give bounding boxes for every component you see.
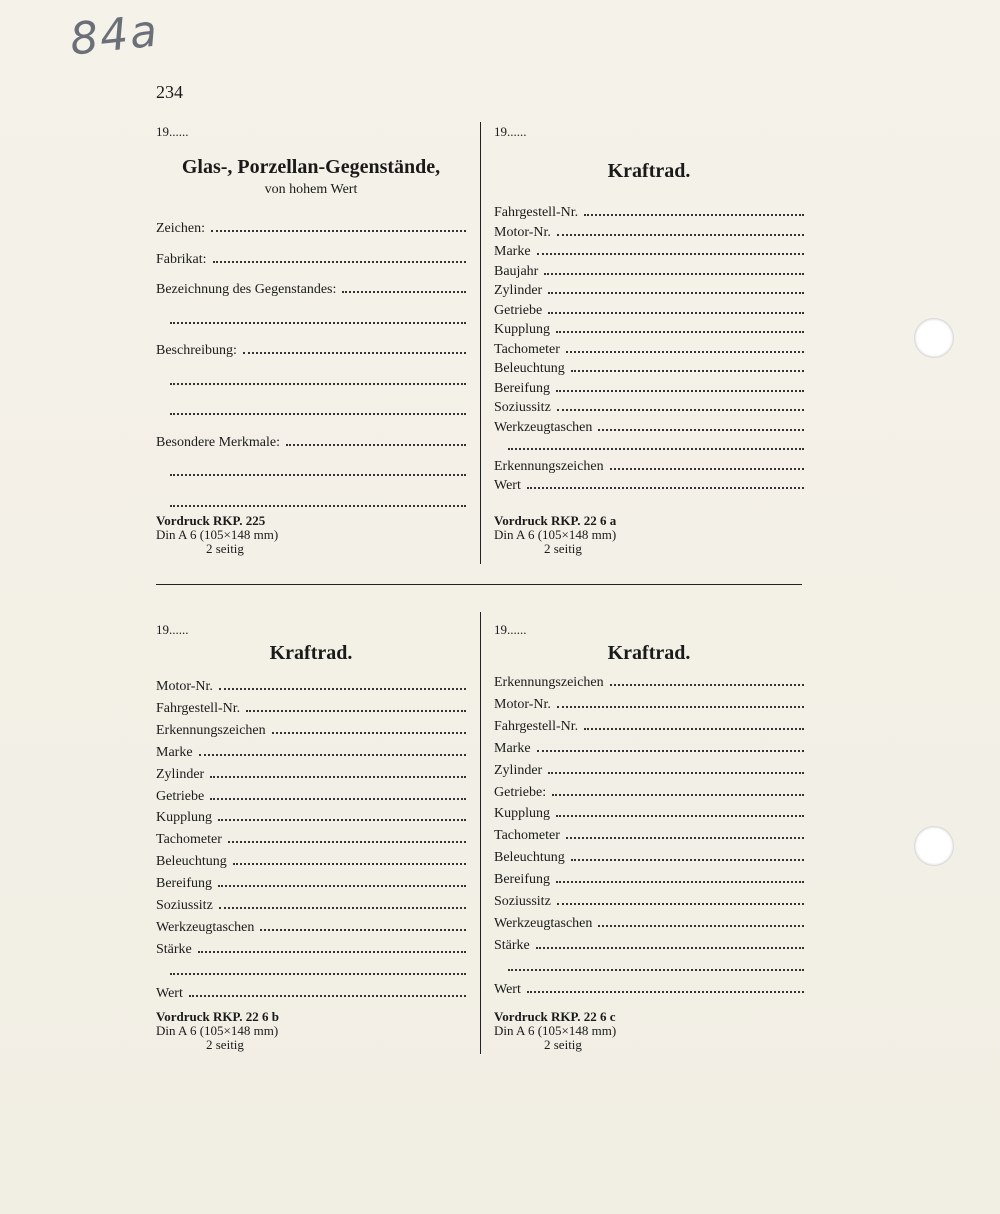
- field-continuation: [494, 957, 804, 975]
- field-soziussitz: [156, 895, 466, 913]
- year-line: 19......: [494, 622, 527, 637]
- field-label: Baujahr: [494, 263, 539, 279]
- field-label: Marke: [156, 744, 193, 760]
- field-werkzeugtaschen: [156, 917, 466, 935]
- punch-hole-bottom: [914, 826, 954, 866]
- field-zeichen: [156, 218, 466, 236]
- field-motor-nr: [156, 676, 466, 694]
- field-getriebe: [156, 786, 466, 804]
- dotted-fill-line: [218, 807, 466, 821]
- field-label: Werkzeugtaschen: [494, 419, 593, 435]
- card-title: Kraftrad.: [269, 642, 353, 664]
- card-footer: [494, 1010, 616, 1052]
- form-card-glass: [156, 124, 466, 564]
- field-getriebe: [494, 300, 804, 318]
- field-label: Fahrgestell-Nr.: [494, 718, 579, 734]
- dotted-fill-line: [571, 358, 804, 372]
- field-marke: [494, 241, 804, 259]
- dotted-fill-line: [170, 310, 466, 324]
- divider-horizontal: [156, 584, 802, 585]
- field-label: Beleuchtung: [156, 854, 227, 870]
- field-wert: [156, 983, 466, 1001]
- field-motor-nr: [494, 222, 804, 240]
- dotted-fill-line: [170, 371, 466, 385]
- dotted-fill-line: [537, 241, 804, 255]
- field-besondere-merkmale: [156, 432, 466, 450]
- card-footer: [156, 514, 278, 556]
- handwritten-annotation: 84a: [67, 5, 162, 66]
- field-staerke: [494, 935, 804, 953]
- field-label: Getriebe: [156, 788, 205, 804]
- form-card-motorcycle-c: [494, 622, 804, 1062]
- dotted-fill-line: [598, 913, 804, 927]
- field-beleuchtung: [494, 847, 804, 865]
- dotted-fill-line: [548, 280, 804, 294]
- dotted-fill-line: [548, 300, 804, 314]
- field-wert: [494, 979, 804, 997]
- field-wert: [494, 475, 804, 493]
- dotted-fill-line: [170, 493, 466, 507]
- field-bereifung: [494, 869, 804, 887]
- field-label: Stärke: [156, 941, 192, 957]
- dotted-fill-line: [557, 397, 804, 411]
- field-fahrgestell-nr: [494, 202, 804, 220]
- punch-hole-top: [914, 318, 954, 358]
- field-werkzeugtaschen: [494, 417, 804, 435]
- dotted-fill-line: [219, 676, 466, 690]
- dotted-fill-line: [557, 694, 804, 708]
- dotted-fill-line: [198, 939, 466, 953]
- dotted-fill-line: [552, 782, 804, 796]
- field-getriebe: [494, 782, 804, 800]
- field-kupplung: [494, 803, 804, 821]
- field-label: Soziussitz: [494, 894, 551, 909]
- dotted-fill-line: [556, 803, 804, 817]
- field-label: Marke: [494, 244, 531, 259]
- dotted-fill-line: [557, 222, 804, 236]
- field-continuation: [156, 371, 466, 389]
- field-zylinder: [494, 760, 804, 778]
- field-erkennungszeichen: [156, 720, 466, 738]
- field-label: Getriebe: [494, 302, 543, 318]
- form-card-motorcycle-a: [494, 124, 804, 564]
- field-soziussitz: [494, 891, 804, 909]
- form-sides: 2 seitig: [544, 541, 582, 556]
- dotted-fill-line: [544, 261, 804, 275]
- field-label: Stärke: [494, 937, 530, 953]
- field-zylinder: [494, 280, 804, 298]
- field-continuation: [156, 462, 466, 480]
- field-continuation: [156, 401, 466, 419]
- form-number: Vordruck RKP. 22 6 c: [494, 1009, 616, 1024]
- field-bereifung: [494, 378, 804, 396]
- dotted-fill-line: [170, 401, 466, 415]
- field-soziussitz: [494, 397, 804, 415]
- field-beleuchtung: [494, 358, 804, 376]
- field-label: Motor-Nr.: [156, 679, 213, 694]
- field-label: Kupplung: [156, 810, 212, 826]
- dotted-fill-line: [536, 935, 804, 949]
- dotted-fill-line: [342, 279, 466, 293]
- field-continuation: [156, 310, 466, 328]
- dotted-fill-line: [219, 895, 466, 909]
- field-fabrikat: [156, 249, 466, 267]
- field-label: Soziussitz: [156, 898, 213, 913]
- field-label: Erkennungszeichen: [156, 722, 266, 738]
- field-label: Motor-Nr.: [494, 696, 551, 712]
- field-label: Marke: [494, 740, 531, 756]
- card-footer: [494, 514, 616, 556]
- field-continuation: [156, 493, 466, 511]
- field-label: Tachometer: [494, 341, 560, 357]
- dotted-fill-line: [610, 456, 804, 470]
- field-label: Bereifung: [494, 380, 550, 396]
- form-size: Din A 6 (105×148 mm): [156, 527, 279, 542]
- year-line: 19......: [156, 124, 189, 139]
- field-marke: [494, 738, 804, 756]
- field-label: Tachometer: [156, 832, 222, 848]
- dotted-fill-line: [170, 961, 466, 975]
- dotted-fill-line: [272, 720, 466, 734]
- field-label: Beleuchtung: [494, 361, 565, 376]
- field-label: Kupplung: [494, 322, 550, 337]
- field-label: Zylinder: [156, 766, 205, 782]
- card-title: Glas-, Porzellan-Gegenstände,: [181, 156, 441, 178]
- dotted-fill-line: [189, 983, 466, 997]
- dotted-fill-line: [246, 698, 466, 712]
- field-label: Fahrgestell-Nr.: [156, 700, 241, 716]
- field-label: Soziussitz: [494, 400, 551, 415]
- field-label: Getriebe:: [494, 784, 547, 800]
- card-subtitle: von hohem Wert: [264, 182, 358, 197]
- dotted-fill-line: [556, 378, 804, 392]
- field-label: Werkzeugtaschen: [494, 915, 593, 931]
- field-label: Tachometer: [494, 828, 560, 844]
- card-footer: [156, 1010, 279, 1052]
- dotted-fill-line: [566, 339, 804, 353]
- field-werkzeugtaschen: [494, 913, 804, 931]
- dotted-fill-line: [556, 319, 804, 333]
- field-label: Besondere Merkmale:: [156, 434, 281, 450]
- field-label: Bezeichnung des Gegenstandes:: [156, 282, 337, 297]
- field-label: Bereifung: [156, 876, 212, 892]
- field-kupplung: [494, 319, 804, 337]
- dotted-fill-line: [584, 202, 804, 216]
- form-number: Vordruck RKP. 225: [156, 513, 266, 528]
- dotted-fill-line: [260, 917, 466, 931]
- field-erkennungszeichen: [494, 672, 804, 690]
- dotted-fill-line: [233, 851, 466, 865]
- dotted-fill-line: [527, 979, 804, 993]
- field-label: Wert: [156, 985, 183, 1001]
- dotted-fill-line: [598, 417, 804, 431]
- dotted-fill-line: [286, 432, 466, 446]
- form-size: Din A 6 (105×148 mm): [494, 527, 617, 542]
- field-kupplung: [156, 807, 466, 825]
- dotted-fill-line: [556, 869, 804, 883]
- dotted-fill-line: [584, 716, 804, 730]
- dotted-fill-line: [213, 249, 466, 263]
- dotted-fill-line: [537, 738, 804, 752]
- field-beschreibung: [156, 340, 466, 358]
- field-fahrgestell-nr: [494, 716, 804, 734]
- field-label: Motor-Nr.: [494, 224, 551, 240]
- year-line: 19......: [494, 124, 527, 139]
- field-label: Beleuchtung: [494, 850, 565, 866]
- field-marke: [156, 742, 466, 760]
- card-title: Kraftrad.: [607, 642, 691, 664]
- field-label: Fahrgestell-Nr.: [494, 205, 579, 220]
- field-label: Werkzeugtaschen: [156, 919, 255, 935]
- card-title: Kraftrad.: [607, 160, 691, 182]
- field-zylinder: [156, 764, 466, 782]
- field-tachometer: [156, 829, 466, 847]
- dotted-fill-line: [566, 825, 804, 839]
- field-erkennungszeichen: [494, 456, 804, 474]
- field-tachometer: [494, 825, 804, 843]
- divider-vertical-bottom: [480, 612, 481, 1054]
- field-label: Wert: [494, 981, 521, 997]
- dotted-fill-line: [210, 764, 466, 778]
- form-size: Din A 6 (105×148 mm): [156, 1023, 279, 1038]
- field-label: Fabrikat:: [156, 251, 207, 267]
- form-card-motorcycle-b: [156, 622, 466, 1062]
- field-label: Zylinder: [494, 762, 543, 778]
- dotted-fill-line: [548, 760, 804, 774]
- field-label: Erkennungszeichen: [494, 458, 604, 474]
- form-sides: 2 seitig: [206, 1037, 244, 1052]
- field-continuation: [156, 961, 466, 979]
- dotted-fill-line: [199, 742, 466, 756]
- field-label: Kupplung: [494, 806, 550, 822]
- form-size: Din A 6 (105×148 mm): [494, 1023, 617, 1038]
- dotted-fill-line: [243, 340, 466, 354]
- field-label: Zeichen:: [156, 221, 205, 236]
- dotted-fill-line: [527, 475, 804, 489]
- page-number: 234: [156, 82, 183, 102]
- field-label: Zylinder: [494, 283, 543, 298]
- field-baujahr: [494, 261, 804, 279]
- field-label: Wert: [494, 478, 521, 493]
- dotted-fill-line: [571, 847, 804, 861]
- form-sides: 2 seitig: [544, 1037, 582, 1052]
- dotted-fill-line: [228, 829, 466, 843]
- field-fahrgestell-nr: [156, 698, 466, 716]
- dotted-fill-line: [508, 436, 804, 450]
- dotted-fill-line: [557, 891, 804, 905]
- form-number: Vordruck RKP. 22 6 b: [156, 1009, 279, 1024]
- field-label: Bereifung: [494, 872, 550, 888]
- field-bezeichnung-des-gegenstandes: [156, 279, 466, 297]
- field-motor-nr: [494, 694, 804, 712]
- dotted-fill-line: [218, 873, 466, 887]
- field-staerke: [156, 939, 466, 957]
- dotted-fill-line: [210, 786, 466, 800]
- field-label: Beschreibung:: [156, 343, 237, 358]
- field-bereifung: [156, 873, 466, 891]
- dotted-fill-line: [610, 672, 804, 686]
- dotted-fill-line: [170, 462, 466, 476]
- field-continuation: [494, 436, 804, 454]
- field-tachometer: [494, 339, 804, 357]
- year-line: 19......: [156, 622, 189, 637]
- field-beleuchtung: [156, 851, 466, 869]
- form-number: Vordruck RKP. 22 6 a: [494, 513, 617, 528]
- field-label: Erkennungszeichen: [494, 675, 604, 690]
- dotted-fill-line: [211, 218, 466, 232]
- dotted-fill-line: [508, 957, 804, 971]
- form-sides: 2 seitig: [206, 541, 244, 556]
- divider-vertical-top: [480, 122, 481, 564]
